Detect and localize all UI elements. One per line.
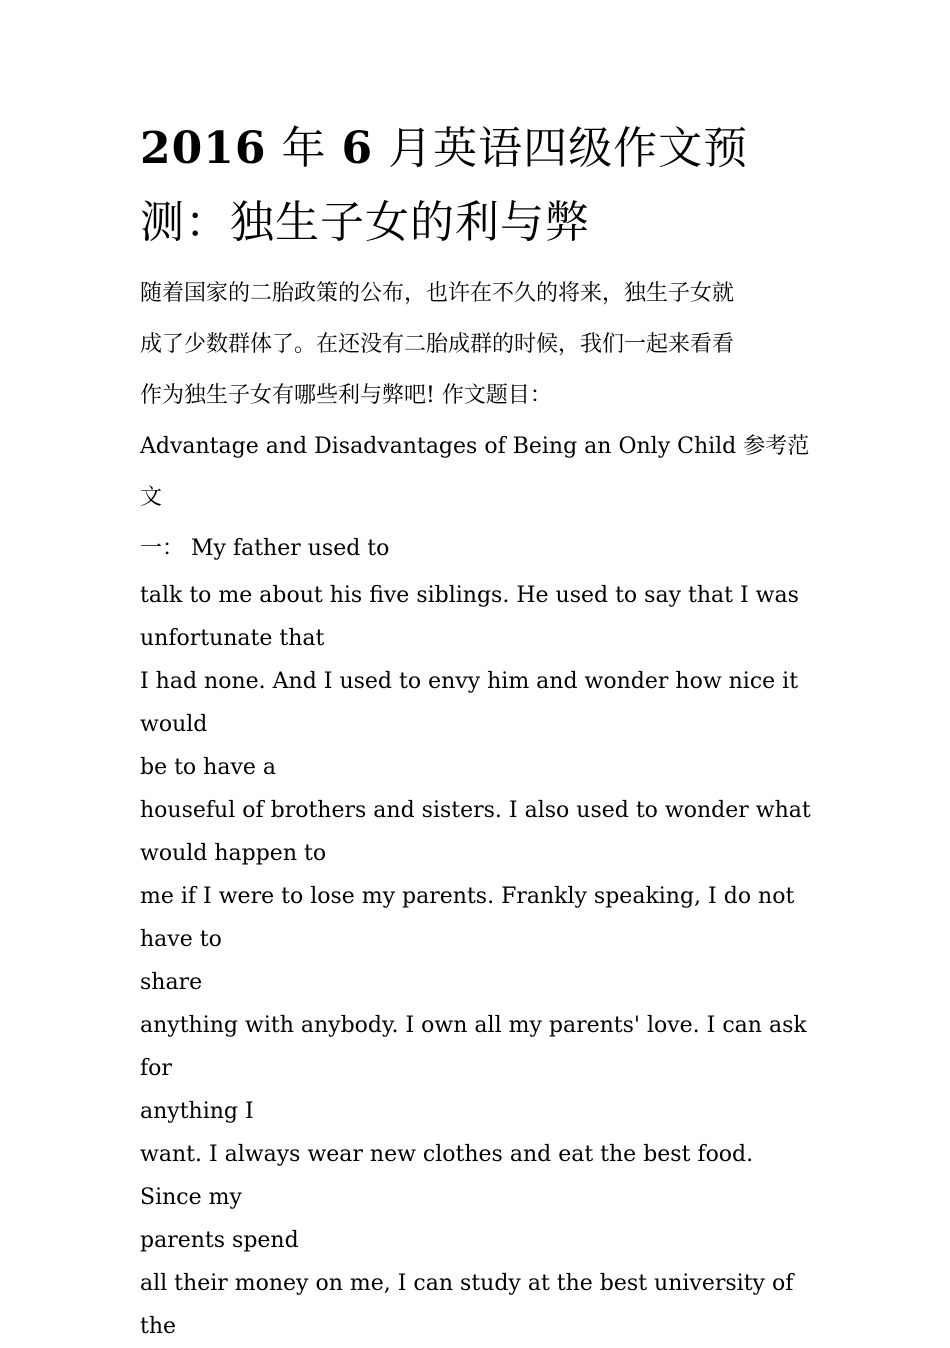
essay-line: all their money on me, I can study at the best university of the [140,1271,794,1339]
essay-line: be to have a [140,755,277,780]
essay-line: anything with anybody. I own all my parents' love. I can ask for [140,1013,807,1081]
intro-line: Advantage and Disadvantages of Being an Only Child 参考范文 [140,434,810,510]
essay-line: unfortunate that [140,626,325,651]
document-title [140,112,820,260]
essay-line: me if I were to lose my parents. Frankly speaking, I do not have to [140,884,795,952]
intro-line: 一： My father used to [140,536,390,561]
document-content [140,112,820,1348]
title-month: 6 [341,123,374,174]
essay-line: houseful of brothers and sisters. I also used to wonder what [140,798,811,823]
essay-line: share [140,970,203,995]
essay-body [140,574,820,1348]
essay-line: want. I always wear new clothes and eat the best food. Since my [140,1142,754,1210]
intro-line: 作为独生子女有哪些利与弊吧! 作文题目： [140,383,552,408]
essay-line: parents spend [140,1228,299,1253]
essay-line: I had none. And I used to envy him and wonder how nice it would [140,669,799,737]
essay-line: would happen to [140,841,327,866]
intro-line: 随着国家的二胎政策的公布，也许在不久的将来，独生子女就 [140,281,735,306]
title-year-suffix: 年 [281,123,327,174]
intro-paragraph [140,268,820,574]
title-year: 2016 [140,123,267,174]
essay-line: talk to me about his five siblings. He used to say that I was [140,583,799,608]
essay-line: anything I [140,1099,254,1124]
title-text: 月英语四级作文预测：独生子女的利与弊 [140,123,749,248]
intro-line: 成了少数群体了。在还没有二胎成群的时候，我们一起来看看 [140,332,735,357]
